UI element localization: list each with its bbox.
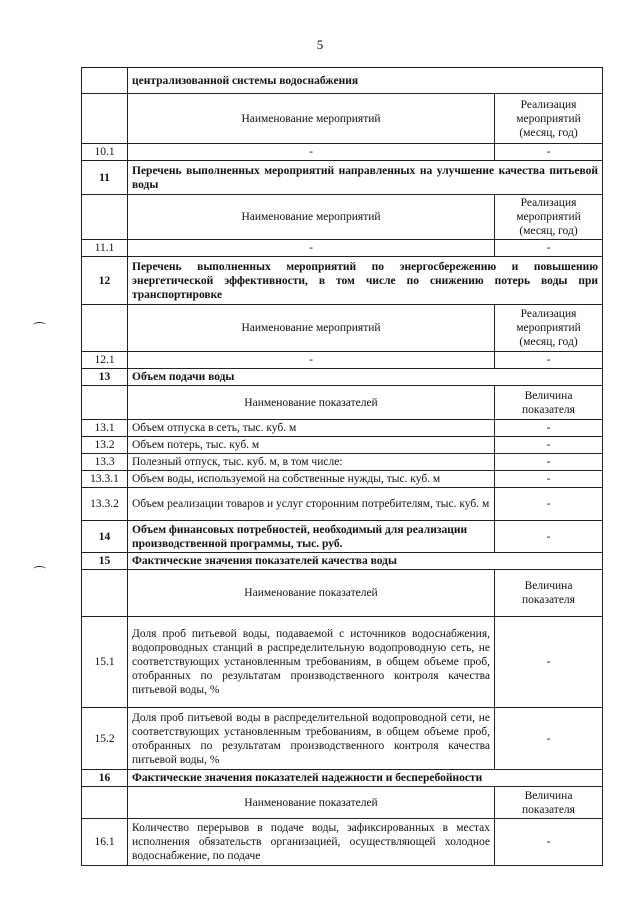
cell-value: - [495,819,603,866]
section-title: централизованной системы водоснабжения [128,68,603,94]
table-row [82,195,603,240]
row-text: Объем потерь, тыс. куб. м [128,437,495,454]
table-row [82,437,603,454]
section-number: 14 [82,521,128,553]
row-number: 13.3.1 [82,471,128,488]
table-row [82,352,603,369]
row-text: Доля проб питьевой воды в распределительной водопроводной сети, не соответствующих установленным требованиям, в общем объеме проб, отобранных по результатам производственного контроля качества питьевой воды, % [128,708,495,770]
column-header: Величина показателя [495,787,603,819]
table-row [82,819,603,866]
table-row [82,770,603,787]
cell-value: - [128,352,495,369]
cell-value: - [495,471,603,488]
section-number: 15 [82,553,128,570]
page-number: 5 [316,37,324,52]
cell-value: - [128,144,495,161]
table-row [82,68,603,94]
row-number: 13.1 [82,420,128,437]
section-title: Перечень выполненных мероприятий направленных на улучшение качества питьевой воды [128,161,603,195]
cell-value: - [495,617,603,708]
cell-value: - [495,454,603,471]
column-header: Наименование мероприятий [128,94,495,144]
cell-value: - [128,240,495,257]
cell-value: - [495,488,603,521]
table-row [82,488,603,521]
row-number: 13.3 [82,454,128,471]
row-text: Объем реализации товаров и услуг сторонним потребителям, тыс. куб. м [128,488,495,521]
row-text: Количество перерывов в подаче воды, зафиксированных в местах исполнения обязательств организацией, осуществляющей холодное водоснабжение, по подаче [128,819,495,866]
section-number: 12 [82,257,128,305]
table-row [82,257,603,305]
cell-value: - [495,521,603,553]
section-title: Фактические значения показателей надежности и бесперебойности [128,770,603,787]
report-table [81,67,603,866]
row-text: Полезный отпуск, тыс. куб. м, в том числе: [128,454,495,471]
table-row [82,94,603,144]
row-number: 10.1 [82,144,128,161]
column-header: Величина показателя [495,570,603,617]
table-row [82,369,603,386]
row-text: Объем воды, используемой на собственные нужды, тыс. куб. м [128,471,495,488]
table-row [82,305,603,352]
row-number: 15.1 [82,617,128,708]
table-row [82,420,603,437]
row-text: Доля проб питьевой воды, подаваемой с источников водоснабжения, водопроводных станций в распределительную водопроводную сеть, не соответствующих установленным требованиям, в общем объеме проб, отобранных по результатам производственного контроля качества питьевой воды, % [128,617,495,708]
section-number: 16 [82,770,128,787]
section-title: Фактические значения показателей качества воды [128,553,603,570]
column-header: Реализация мероприятий (месяц, год) [495,195,603,240]
cell-value: - [495,240,603,257]
table-row [82,240,603,257]
row-number: 12.1 [82,352,128,369]
cell-value: - [495,708,603,770]
table-row [82,386,603,420]
margin-mark [33,566,46,572]
column-header: Наименование мероприятий [128,195,495,240]
column-header: Реализация мероприятий (месяц, год) [495,305,603,352]
section-number: 11 [82,161,128,195]
table-row [82,708,603,770]
row-number: 13.2 [82,437,128,454]
table-row [82,617,603,708]
row-number: 16.1 [82,819,128,866]
cell-value: - [495,420,603,437]
column-header: Наименование показателей [128,570,495,617]
table-row [82,454,603,471]
cell-value: - [495,352,603,369]
table-row [82,521,603,553]
table-row [82,553,603,570]
table-row [82,787,603,819]
row-number: 13.3.2 [82,488,128,521]
section-title: Перечень выполненных мероприятий по энергосбережению и повышению энергетической эффективности, в том числе по снижению потерь воды при транспортировке [128,257,603,305]
column-header: Наименование показателей [128,386,495,420]
column-header: Величина показателя [495,386,603,420]
table-row [82,471,603,488]
column-header: Наименование мероприятий [128,305,495,352]
section-number: 13 [82,369,128,386]
column-header: Наименование показателей [128,787,495,819]
cell-value: - [495,144,603,161]
section-title: Объем финансовых потребностей, необходимый для реализации производственной программы, тыс. руб. [128,521,495,553]
section-title: Объем подачи воды [128,369,603,386]
row-number: 11.1 [82,240,128,257]
table-row [82,144,603,161]
table-row [82,570,603,617]
margin-mark [33,322,46,328]
column-header: Реализация мероприятий (месяц, год) [495,94,603,144]
row-number: 15.2 [82,708,128,770]
table-row [82,161,603,195]
row-text: Объем отпуска в сеть, тыс. куб. м [128,420,495,437]
cell-value: - [495,437,603,454]
